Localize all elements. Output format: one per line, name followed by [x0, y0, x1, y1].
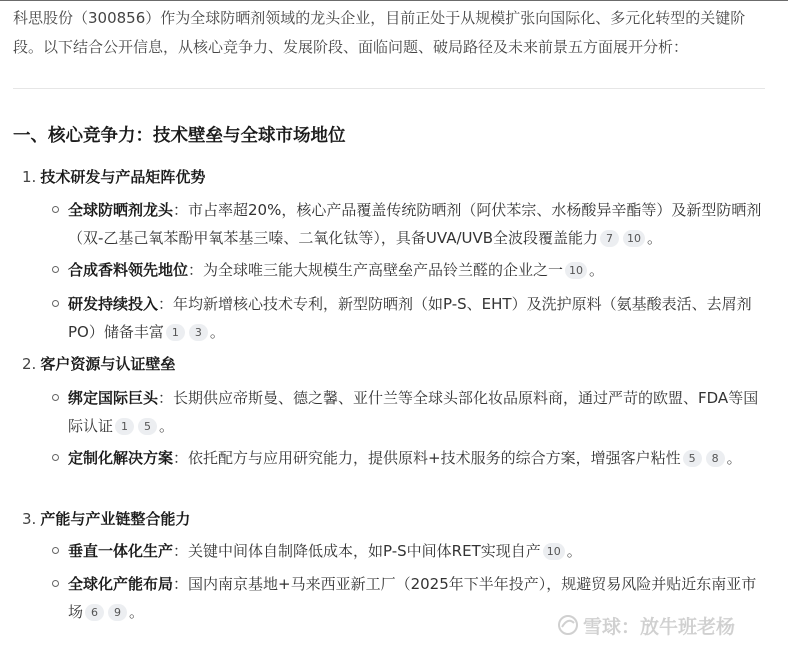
snowball-logo-icon: [557, 614, 579, 642]
citation-badge[interactable]: 10: [565, 262, 587, 279]
item-tail: 。: [159, 417, 175, 435]
citation-badge[interactable]: 1: [166, 324, 185, 341]
item-label: 垂直一体化生产: [68, 542, 174, 560]
bullet-icon: [52, 580, 59, 587]
item-label: 合成香料领先地位: [68, 261, 189, 279]
list-item: [52, 444, 766, 472]
item-text: ：依托配方与应用研究能力，提供原料+技术服务的综合方案，增强客户粘性: [173, 449, 681, 467]
list-number: 2.: [22, 355, 37, 373]
citation-badge[interactable]: 5: [683, 450, 702, 467]
bullet-icon: [52, 394, 59, 401]
subsection-title-2: [22, 351, 175, 377]
bullet-icon: [52, 300, 59, 307]
item-label: 研发持续投入: [68, 295, 159, 313]
item-text: ：年均新增核心技术专利，新型防晒剂（如P-S、EHT）及洗护原料（氨基酸表活、去屑剂PO）储备丰富: [68, 295, 752, 341]
item-tail: 。: [726, 449, 742, 467]
item-label: 定制化解决方案: [68, 449, 174, 467]
item-tail: 。: [589, 261, 605, 279]
list-number: 3.: [22, 510, 37, 528]
section-divider: [13, 88, 765, 89]
subsection-title-3: [22, 506, 190, 532]
item-label: 绑定国际巨头: [68, 389, 159, 407]
bullet-icon: [52, 206, 59, 213]
item-tail: 。: [647, 229, 663, 247]
subsection-title-text: 客户资源与认证壁垒: [40, 355, 176, 373]
intro-paragraph: 科思股份（300856）作为全球防晒剂领域的龙头企业，目前正处于从规模扩张向国际化、多元化转型的关键阶段。以下结合公开信息，从核心竞争力、发展阶段、面临问题、破局路径及未来前景五方面展开分析：: [13, 9, 746, 56]
top-border: [0, 0, 788, 1]
item-text: ：关键中间体自制降低成本，如P-S中间体RET实现自产: [173, 542, 541, 560]
list-item: [52, 196, 766, 252]
citation-badge[interactable]: 8: [706, 450, 725, 467]
list-number: 1.: [22, 168, 37, 186]
section-heading: 一、核心竞争力：技术壁垒与全球市场地位: [13, 126, 346, 146]
bullet-icon: [52, 454, 59, 461]
item-text: ：市占率超20%，核心产品覆盖传统防晒剂（阿伏苯宗、水杨酸异辛酯等）及新型防晒剂（双-乙基己氧苯酚甲氧苯基三嗪、二氧化钛等），具备UVA/UVB全波段覆盖能力: [68, 201, 762, 247]
item-text: ：为全球唯三能大规模生产高壁垒产品铃兰醛的企业之一: [188, 261, 564, 279]
citation-badge[interactable]: 5: [138, 418, 157, 435]
list-item: [52, 384, 766, 440]
watermark-text: 雪球：放牛班老杨: [583, 616, 736, 638]
list-item: [52, 256, 766, 284]
citation-badge[interactable]: 9: [108, 604, 127, 621]
item-label: 全球化产能布局: [68, 575, 174, 593]
list-item: [52, 290, 766, 346]
bullet-icon: [52, 547, 59, 554]
item-text: ：国内南京基地+马来西亚新工厂（2025年下半年投产），规避贸易风险并贴近东南亚市场: [68, 575, 757, 621]
subsection-title-text: 技术研发与产品矩阵优势: [40, 168, 206, 186]
item-tail: 。: [566, 542, 582, 560]
citation-badge[interactable]: 6: [85, 604, 104, 621]
citation-badge[interactable]: 10: [623, 230, 645, 247]
citation-badge[interactable]: 1: [115, 418, 134, 435]
bullet-icon: [52, 266, 59, 273]
item-text: ：长期供应帝斯曼、德之馨、亚什兰等全球头部化妆品原料商，通过严苛的欧盟、FDA等国际认证: [68, 389, 759, 435]
item-tail: 。: [209, 323, 225, 341]
subsection-title-text: 产能与产业链整合能力: [40, 510, 191, 528]
item-label: 全球防晒剂龙头: [68, 201, 174, 219]
citation-badge[interactable]: 10: [543, 543, 565, 560]
subsection-title-1: [22, 164, 205, 190]
list-item: [52, 537, 766, 565]
citation-badge[interactable]: 7: [600, 230, 619, 247]
item-tail: 。: [129, 603, 145, 621]
watermark: [557, 614, 735, 642]
citation-badge[interactable]: 3: [189, 324, 208, 341]
